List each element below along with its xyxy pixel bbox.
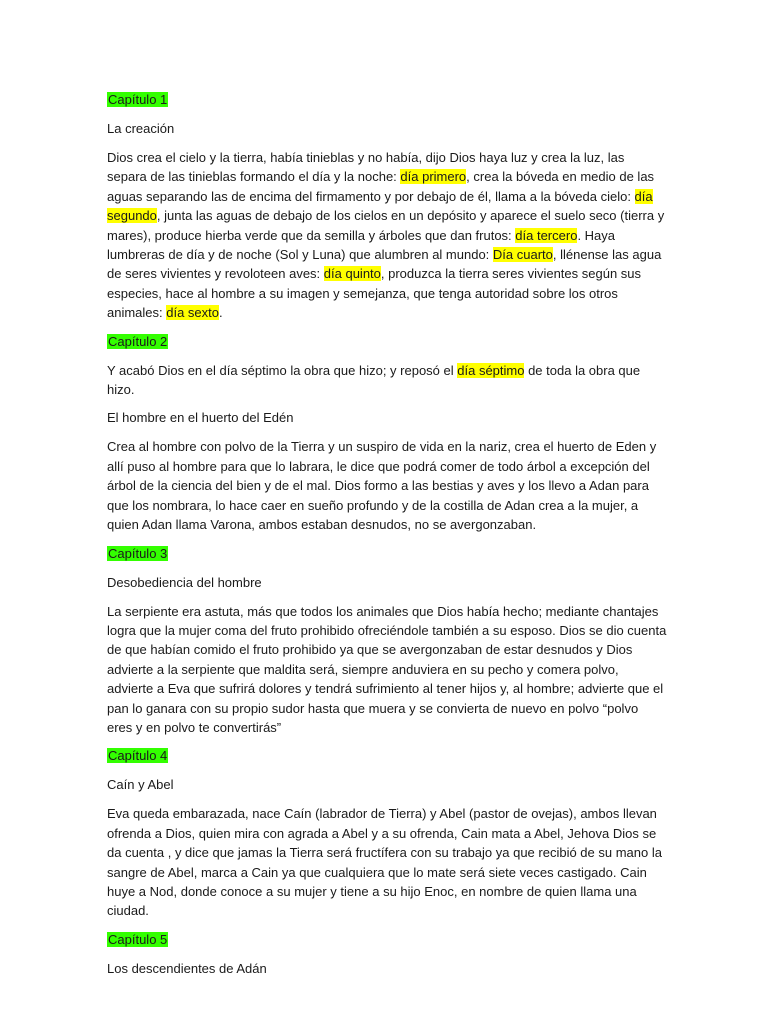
text-run: , produzca la tierra seres vivientes según sus especies, hace al hombre a su imagen y semejanza, que tenga autoridad sobre los otros animales: bbox=[107, 266, 642, 321]
text-run: , junta las aguas de debajo de los cielos en un depósito y aparece el suelo seco (tierra y mares), produce hierba verde que da semilla y árboles que dan frutos: bbox=[107, 208, 665, 243]
paragraph bbox=[107, 602, 667, 738]
section-title: Caín y Abel bbox=[107, 777, 174, 793]
chapter-heading: Capítulo 5 bbox=[108, 931, 168, 947]
chapter-heading: Capítulo 2 bbox=[108, 333, 168, 349]
text-run: La serpiente era astuta, más que todos los animales que Dios había hecho; mediante chantajes logra que la mujer coma del fruto prohibido ofreciéndole también a su esposo. Dios se dio cuenta de que habían comido el fruto prohibido ya que se avergonzaban de estar desnudos y Dios advierte a la serpiente que maldita será, siempre anduviera en su pecho y comera polvo, advierte a Eva que sufrirá dolores y tendrá sufrimiento al tener hijos y, al hombre; advierte que el pan lo ganara con su propio sudor hasta que muera y se convierta de nuevo en polvo “polvo eres y en polvo te convertirás” bbox=[107, 603, 667, 735]
text-run: Dios crea el cielo y la tierra, había tinieblas y no había, dijo Dios haya luz y crea la luz, las separa de las tinieblas formando el día y la noche: bbox=[107, 150, 625, 185]
highlighted-text: día sexto bbox=[166, 305, 220, 321]
text-run: de toda la obra que hizo. bbox=[107, 362, 641, 398]
chapter-heading: Capítulo 3 bbox=[108, 545, 168, 561]
section-title: Los descendientes de Adán bbox=[107, 960, 267, 976]
highlighted-text: día primero bbox=[400, 169, 467, 185]
paragraph bbox=[107, 804, 667, 920]
document-body bbox=[107, 90, 667, 988]
chapter-heading: Capítulo 1 bbox=[108, 92, 168, 107]
text-run: . Haya lumbreras de día y de noche (Sol y Luna) que alumbren al mundo: bbox=[107, 227, 616, 263]
text-run: Crea al hombre con polvo de la Tierra y un suspiro de vida en la nariz, crea el huerto de Eden y allí puso al hombre para que lo labrara, le dice que podrá comer de todo árbol a excepción del árbol de la ciencia del bien y de el mal. Dios formo a las bestias y aves y los llevo a Adan para que los nombrara, lo hace caer en sueño profundo y de la costilla de Adan crea a la mujer, a quien Adan llama Varona, ambos estaban desnudos, no se avergonzaban. bbox=[107, 439, 657, 533]
text-run: . bbox=[219, 305, 223, 321]
text-run: Eva queda embarazada, nace Caín (labrador de Tierra) y Abel (pastor de ovejas), ambos llevan ofrenda a Dios, quien mira con agrada a Abel y a su ofrenda, Cain mata a Abel, Jehova Dios se da cuenta , y dice que jamas la Tierra será fructífera con su trabajo ya que recibió de su mano la sangre de Abel, marca a Cain ya que cualquiera que lo mate será siete veces castigado. Cain huye a Nod, donde conoce a su mujer y tiene a su hijo Enoc, en nombre de quien llama una ciudad. bbox=[107, 806, 662, 919]
highlighted-text: día segundo bbox=[107, 188, 653, 224]
paragraph bbox=[107, 437, 667, 534]
paragraph bbox=[107, 148, 667, 323]
chapter-heading: Capítulo 4 bbox=[108, 748, 168, 764]
text-run: , crea la bóveda en medio de las aguas separando las de encima del firmamento y por debajo de él, llama a la bóveda cielo: bbox=[107, 169, 655, 204]
highlighted-text: Día cuarto bbox=[492, 247, 553, 263]
highlighted-text: día séptimo bbox=[457, 362, 525, 378]
highlighted-text: día tercero bbox=[515, 227, 578, 243]
section-title: El hombre en el huerto del Edén bbox=[107, 410, 294, 426]
text-run: , llénense las agua de seres vivientes y revoloteen aves: bbox=[107, 247, 662, 282]
paragraph bbox=[107, 361, 667, 400]
highlighted-text: día quinto bbox=[323, 266, 381, 282]
section-title: La creación bbox=[107, 121, 175, 136]
text-run: Y acabó Dios en el día séptimo la obra que hizo; y reposó el bbox=[107, 362, 458, 378]
section-title: Desobediencia del hombre bbox=[107, 574, 262, 590]
